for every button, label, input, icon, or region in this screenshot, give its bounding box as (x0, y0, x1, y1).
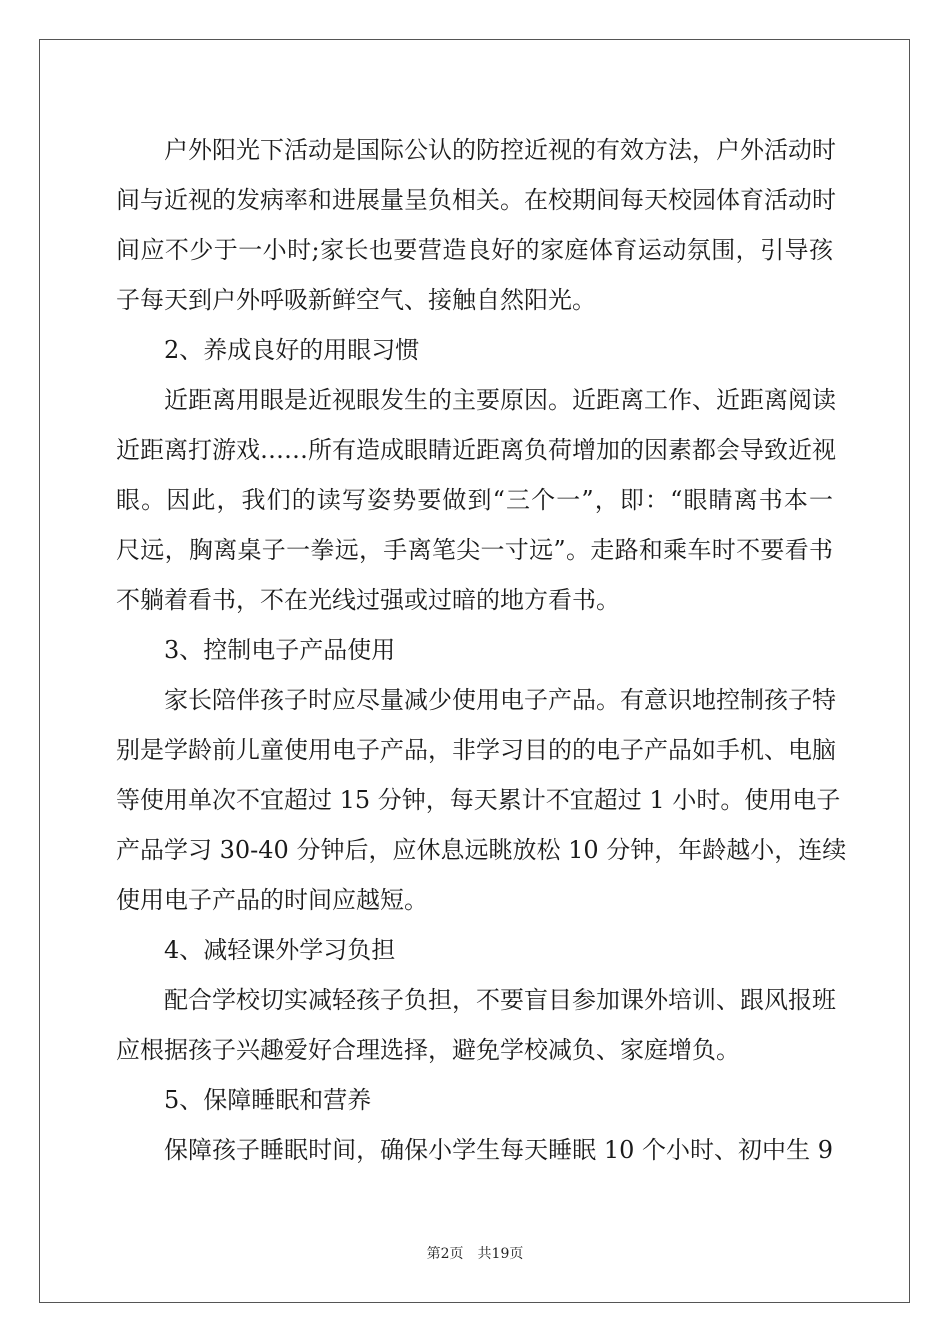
text-line: 家长陪伴孩子时应尽量减少使用电子产品。有意识地控制孩子特 (164, 686, 836, 714)
section-heading: 3、控制电子产品使用 (164, 636, 396, 664)
section-heading: 5、保障睡眠和营养 (164, 1086, 372, 1114)
text-line: 户外阳光下活动是国际公认的防控近视的有效方法，户外活动时 (164, 136, 836, 164)
text-line: 尺远，胸离桌子一拳远，手离笔尖一寸远”。走路和乘车时不要看书 (116, 536, 833, 564)
text-line: 不躺着看书，不在光线过强或过暗的地方看书。 (116, 586, 620, 614)
text-line: 子每天到户外呼吸新鲜空气、接触自然阳光。 (116, 286, 596, 314)
text-line: 眼。因此，我们的读写姿势要做到“三个一”，即：“眼睛离书本一 (116, 486, 833, 514)
text-line: 保障孩子睡眠时间，确保小学生每天睡眠 10 个小时、初中生 9 (164, 1136, 833, 1164)
section-heading: 4、减轻课外学习负担 (164, 936, 396, 964)
text-line: 别是学龄前儿童使用电子产品，非学习目的的电子产品如手机、电脑 (116, 736, 836, 764)
text-line: 间应不少于一小时;家长也要营造良好的家庭体育运动氛围，引导孩 (116, 236, 833, 264)
page-number: 第2页 (426, 1246, 464, 1262)
text-line: 等使用单次不宜超过 15 分钟，每天累计不宜超过 1 小时。使用电子 (116, 786, 841, 814)
text-line: 近距离用眼是近视眼发生的主要原因。近距离工作、近距离阅读 (164, 386, 836, 414)
section-heading: 2、养成良好的用眼习惯 (164, 336, 420, 364)
text-line: 配合学校切实减轻孩子负担，不要盲目参加课外培训、跟风报班 (164, 986, 836, 1014)
page-footer (0, 1243, 950, 1263)
text-line: 应根据孩子兴趣爱好合理选择，避免学校减负、家庭增负。 (116, 1036, 740, 1064)
text-line: 近距离打游戏……所有造成眼睛近距离负荷增加的因素都会导致近视 (116, 436, 836, 464)
text-line: 产品学习 30-40 分钟后，应休息远眺放松 10 分钟，年龄越小，连续 (116, 836, 847, 864)
text-line: 使用电子产品的时间应越短。 (116, 886, 428, 914)
text-line: 间与近视的发病率和进展量呈负相关。在校期间每天校园体育活动时 (116, 186, 836, 214)
page-total: 共19页 (477, 1246, 524, 1262)
